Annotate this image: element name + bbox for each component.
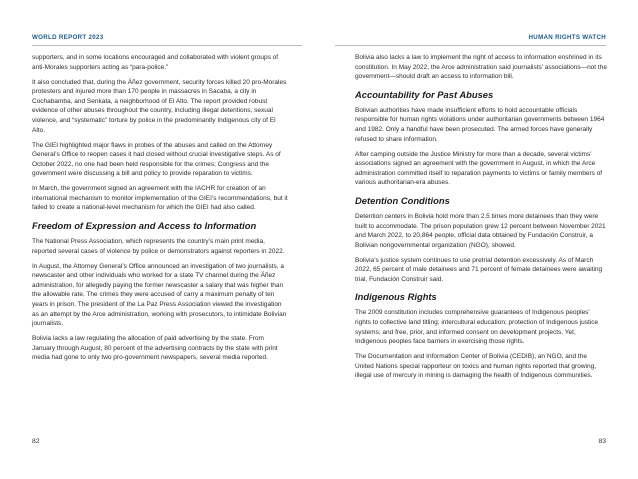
left-page-body bbox=[32, 53, 288, 368]
paragraph: Detention centers in Bolivia hold more than 2.5 times more detainees than they were built to accommodate. The prison population grew 12 percent between November 2021 and March 2022, to 20,864 people, official data obtained by Fundación Construir, a Bolivian nongovernmental organization (NGO), showed. bbox=[355, 212, 606, 249]
paragraph: Bolivian authorities have made insufficient efforts to hold accountable officials responsible for human rights violations under authoritarian governments between 1964 and 1982. Only a handful have been prosecuted. The armed forces have generally refused to share information. bbox=[355, 106, 605, 143]
section-heading: Detention Conditions bbox=[355, 194, 450, 206]
paragraph: It also concluded that, during the Áñez government, security forces killed 20 pro-Morales protesters and injured more than 170 people in massacres in Sacaba, a city in Cochabamba, and Senkata, a neighborhood of El Alto. The report provided robust evidence of other abuses throughout the country, including illegal detentions, sexual violence, and “systematic” torture by police in the predominantly Indigenous city of El Alto. bbox=[32, 78, 287, 134]
header-rule bbox=[32, 45, 302, 46]
paragraph: In March, the government signed an agreement with the IACHR for creation of an international mechanism to monitor implementation of the GIEI’s recommendations, but it failed to create a national-level mechanism for which the GIEI had also called. bbox=[32, 185, 288, 212]
paragraph: After camping outside the Justice Ministry for more than a decade, several victims’ associations signed an agreement with the government in August, in which the Arce administration committed itself to reparation payments to victims or family members of various authoritarian-era abuses. bbox=[355, 150, 603, 187]
right-page-body bbox=[355, 53, 607, 386]
paragraph: The Documentation and Information Center of Bolivia (CEDIB), an NGO, and the United Nations special rapporteur on toxics and human rights reported that growing, illegal use of mercury in mining is damaging the health of Indigenous communities. bbox=[355, 353, 596, 380]
paragraph: supporters, and in some locations encouraged and collaborated with violent groups of anti-Morales supporters acting as “para-police.” bbox=[32, 54, 279, 71]
section-heading: Accountability for Past Abuses bbox=[355, 88, 494, 100]
section-heading: Indigenous Rights bbox=[355, 291, 437, 303]
paragraph: Bolivia lacks a law regulating the allocation of paid advertising by the state. From January through August, 80 percent of the advertising contracts by the state with print media had gone to only two pro-government newspapers, several media reported. bbox=[32, 335, 278, 362]
running-header: HUMAN RIGHTS WATCH bbox=[528, 34, 606, 41]
right-page bbox=[319, 0, 638, 479]
page-number: 82 bbox=[32, 438, 40, 445]
paragraph: Bolivia’s justice system continues to use pretrial detention excessively. As of March 2022, 65 percent of male detainees and 71 percent of female detainees were awaiting trial, Fundación Construir said. bbox=[355, 256, 603, 283]
paragraph: The 2009 constitution includes comprehensive guarantees of Indigenous peoples’ rights to collective land titling; intercultural education; protection of Indigenous justice systems; and free, prior, and informed consent on development projects. Yet, Indigenous peoples face barriers in exercising those rights. bbox=[355, 309, 599, 346]
paragraph: The National Press Association, which represents the country’s main print media, reported several cases of violence by police or demonstrators against reporters in 2022. bbox=[32, 238, 285, 255]
paragraph: Bolivia also lacks a law to implement the right of access to information enshrined in its constitution. In May 2022, the Arce administration said journalists’ associations—not the government—should draft an access to information bill. bbox=[355, 54, 607, 81]
header-rule bbox=[335, 45, 606, 46]
running-header: WORLD REPORT 2023 bbox=[32, 34, 104, 41]
paragraph: The GIEI highlighted major flaws in probes of the abuses and called on the Attorney General’s Office to reopen cases it had closed without crucial investigative steps. As of October 2022, no one had been held responsible for the crimes; Congress and the government were discussing a bill and policy to provide reparation to victims. bbox=[32, 141, 281, 178]
page-number: 83 bbox=[598, 438, 606, 445]
section-heading: Freedom of Expression and Access to Information bbox=[32, 220, 257, 232]
paragraph: In August, the Attorney General’s Office announced an investigation of two journalists, a newscaster and other individuals who worked for a state TV channel during the Áñez administration, for allegedly paying the former newscaster a salary that was higher than the allowable rate. The crimes they were accused of carry a maximum penalty of ten years in prison. The president of the La Paz Press Association viewed the investigation as an attempt by the Arce administration, working with prosecutors, to intimidate Bolivian journalists. bbox=[32, 262, 287, 328]
